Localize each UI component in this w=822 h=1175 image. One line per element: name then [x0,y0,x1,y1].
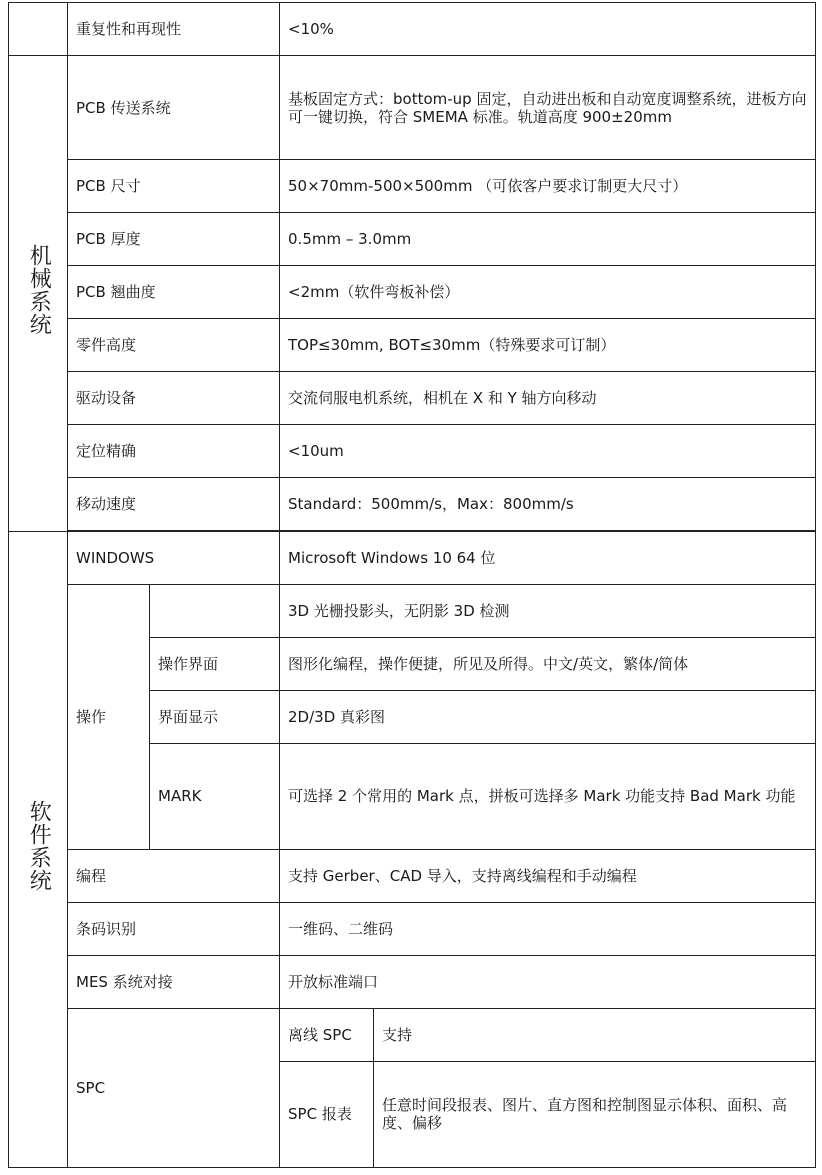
row-label: PCB 尺寸 [68,160,280,213]
sub-label: 操作界面 [150,637,280,690]
row-label: 重复性和再现性 [68,3,280,56]
row-label: 移动速度 [68,478,280,531]
row-value: Microsoft Windows 10 64 位 [280,531,816,584]
row-label-spc: SPC [68,1008,280,1167]
row-label: 条码识别 [68,902,280,955]
spec-table [8,2,816,1168]
row-value: 支持 Gerber、CAD 导入，支持离线编程和手动编程 [280,849,816,902]
table-row [9,372,816,425]
row-value: 交流伺服电机系统，相机在 X 和 Y 轴方向移动 [280,372,816,425]
row-value: TOP≤30mm, BOT≤30mm（特殊要求可订制） [280,319,816,372]
row-value: 50×70mm-500×500mm （可依客户要求订制更大尺寸） [280,160,816,213]
table-row [9,3,816,56]
row-value: 一维码、二维码 [280,902,816,955]
section-label-mechanical [9,56,68,532]
sub-label [150,584,280,637]
table-row [9,849,816,902]
row-label: 驱动设备 [68,372,280,425]
sub-label: 离线 SPC [280,1008,374,1061]
table-row [9,902,816,955]
row-label: 零件高度 [68,319,280,372]
section-label-software [9,531,68,1168]
row-value: 图形化编程，操作便捷，所见及所得。中文/英文，繁体/简体 [280,637,816,690]
table-row [9,955,816,1008]
row-label: PCB 厚度 [68,213,280,266]
table-row [9,478,816,531]
table-row [9,56,816,160]
row-label: PCB 翘曲度 [68,266,280,319]
row-value: Standard：500mm/s，Max：800mm/s [280,478,816,531]
sub-label: SPC 报表 [280,1061,374,1167]
row-value: <2mm（软件弯板补偿） [280,266,816,319]
row-value: 支持 [374,1008,816,1061]
row-value: 开放标准端口 [280,955,816,1008]
row-value: 可选择 2 个常用的 Mark 点，拼板可选择多 Mark 功能支持 Bad Mark 功能 [280,743,816,849]
table-row [9,319,816,372]
row-value: 基板固定方式：bottom-up 固定，自动进出板和自动宽度调整系统，进板方向可一键切换，符合 SMEMA 标准。轨道高度 900±20mm [280,56,816,160]
row-value: 0.5mm – 3.0mm [280,213,816,266]
table-row [9,1008,816,1061]
table-row [9,531,816,584]
sub-label: 界面显示 [150,690,280,743]
section-title: 机械系统 [26,243,52,336]
row-label: MES 系统对接 [68,955,280,1008]
sub-label: MARK [150,743,280,849]
row-value: 2D/3D 真彩图 [280,690,816,743]
table-row [9,584,816,637]
table-row [9,425,816,478]
row-label: PCB 传送系统 [68,56,280,160]
table-row [9,160,816,213]
section-cell-empty [9,3,68,56]
section-title: 软件系统 [26,799,52,892]
row-label: 定位精确 [68,425,280,478]
table-row [9,213,816,266]
row-label: WINDOWS [68,531,280,584]
row-label-operation: 操作 [68,584,150,849]
row-label: 编程 [68,849,280,902]
row-value: <10um [280,425,816,478]
table-row [9,266,816,319]
row-value: 3D 光栅投影头，无阴影 3D 检测 [280,584,816,637]
table-row-spacer [9,1167,816,1168]
row-value: 任意时间段报表、图片、直方图和控制图显示体积、面积、高度、偏移 [374,1061,816,1167]
row-value: <10% [280,3,816,56]
